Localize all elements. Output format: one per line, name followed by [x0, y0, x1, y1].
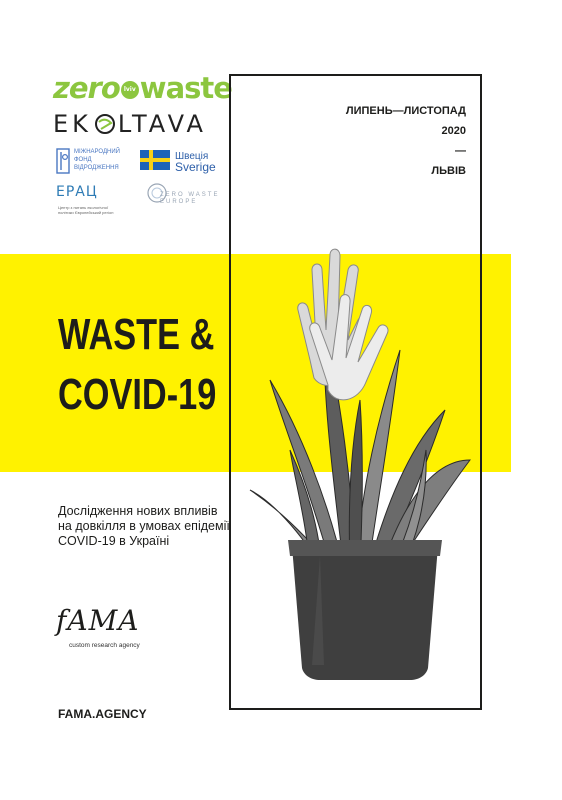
zero-waste-wordmark: zero lviv waste	[53, 71, 232, 105]
fama-logo	[56, 604, 156, 654]
epa-subtitle: Центр з питань екологічної політики Європейський регіон	[58, 205, 114, 215]
irf-logo	[56, 148, 134, 176]
epa-wordmark: ЕРАЦ	[56, 184, 98, 200]
fama-wordmark: fAMA	[56, 604, 140, 637]
cover-description: Дослідження нових впливів на довкілля в умовах епідемії COVID-19 в Україні	[58, 504, 230, 548]
agency-website-link[interactable]: FAMA.AGENCY	[58, 707, 147, 721]
year-label: 2020	[441, 125, 466, 137]
swedish-flag-icon	[140, 150, 170, 170]
title-line-1: WASTE &	[58, 310, 215, 359]
epa-logo	[56, 184, 126, 218]
irf-name: МІЖНАРОДНИЙ ФОНД ВІДРОДЖЕННЯ	[74, 149, 120, 171]
title-line-2: COVID-19	[58, 370, 217, 419]
fama-tagline: custom research agency	[69, 642, 140, 649]
date-location-block	[300, 101, 466, 181]
sweden-label: Швеція Sverige	[175, 151, 216, 174]
ekoltava-logo: EK LTAVA	[53, 110, 207, 138]
globe-icon	[94, 113, 116, 135]
city-label: ЛЬВІВ	[431, 165, 466, 177]
plant-with-gloves-illustration	[240, 210, 500, 700]
zero-waste-europe-logo	[146, 182, 222, 218]
months-label: ЛИПЕНЬ—ЛИСТОПАД	[345, 105, 466, 117]
zero-waste-lviv-logo	[53, 70, 232, 106]
zwe-label: ZERO WASTE EUROPE	[160, 192, 220, 205]
cover-title	[58, 305, 216, 425]
irf-emblem-icon	[56, 148, 70, 174]
sweden-logo	[140, 150, 220, 172]
dash-separator: —	[455, 145, 466, 157]
